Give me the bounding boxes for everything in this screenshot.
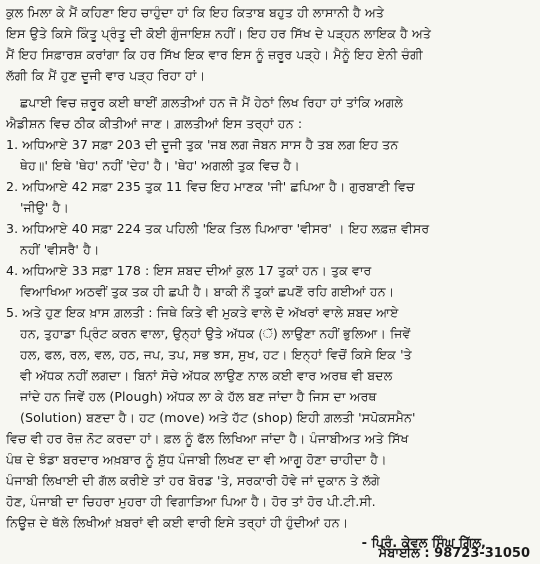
point-3-line: ਨਹੀਂ 'ਵੀਸਰੈ' ਹੈ।	[20, 242, 100, 257]
intro-line: ਲੱਗੀ ਕਿ ਮੈਂ ਹੁਣ ਦੂਜੀ ਵਾਰ ਪੜ੍ਹ ਰਿਹਾ ਹਾਂ।	[6, 68, 206, 83]
point-2-line: 2. ਅਧਿਆਏ 42 ਸਫ਼ਾ 235 ਤੁਕ 11 ਵਿਚ ਇਹ ਮਾਣਕ 'ਜੀ' ਛਪਿਆ ਹੈ। ਗੁਰਬਾਣੀ ਵਿਚ	[6, 179, 415, 194]
point-4-line: 4. ਅਧਿਆਏ 33 ਸਫ਼ਾ 178 : ਇਸ ਸ਼ਬਦ ਦੀਆਂ ਕੁਲ 17 ਤੁਕਾਂ ਹਨ। ਤੁਕ ਵਾਰ	[6, 263, 372, 278]
author-signature: - ਪ੍ਰਿੰ. ਕੇਵਲ ਸਿੰਘ ਗਿੱਲ,	[361, 536, 486, 551]
author-mobile: ਮੋਬਾਈਲ : 98723-31050	[378, 546, 530, 561]
point-5-line: ਵੀ ਅੱਧਕ ਨਹੀਂ ਲਗਦਾ। ਬਿਨਾਂ ਸੋਚੇ ਅੱਧਕ ਲਾਉਣ ਨਾਲ ਕਈ ਵਾਰ ਅਰਥ ਵੀ ਬਦਲ	[20, 368, 393, 383]
intro-line: ਮੈਂ ਇਹ ਸਿਫ਼ਾਰਸ਼ ਕਰਾਂਗਾ ਕਿ ਹਰ ਸਿੱਖ ਇਕ ਵਾਰ ਇਸ ਨੂੰ ਜ਼ਰੂਰ ਪੜ੍ਹੇ। ਮੈਨੂੰ ਇਹ ਏਨੀ ਚੰਗੀ	[6, 47, 423, 62]
body-line: ਹੋਣ, ਪੰਜਾਬੀ ਦਾ ਚਿਹਰਾ ਮੁਹਰਾ ਹੀ ਵਿਗਾੜਿਆ ਪਿਆ ਹੈ। ਹੋਰ ਤਾਂ ਹੋਰ ਪੀ.ਟੀ.ਸੀ.	[6, 494, 376, 509]
intro-line: ਐਡੀਸ਼ਨ ਵਿਚ ਠੀਕ ਕੀਤੀਆਂ ਜਾਣ। ਗ਼ਲਤੀਆਂ ਇਸ ਤਰ੍ਹਾਂ ਹਨ :	[6, 116, 303, 131]
point-5-line: ਜਾਂਦੇ ਹਨ ਜਿਵੇਂ ਹਲ (Plough) ਅੱਧਕ ਲਾ ਕੇ ਹੱਲ ਬਣ ਜਾਂਦਾ ਹੈ ਜਿਸ ਦਾ ਅਰਥ	[20, 389, 377, 404]
point-5-line: (Solution) ਬਣਦਾ ਹੈ। ਹਟ (move) ਅਤੇ ਹੱਟ (shop) ਇਹੀ ਗ਼ਲਤੀ 'ਸਪੋਕਸਮੈਨ'	[20, 410, 416, 425]
body-line: ਵਿਚ ਵੀ ਹਰ ਰੋਜ਼ ਨੋਟ ਕਰਦਾ ਹਾਂ। ਫ਼ਲ ਨੂੰ ਫੱਲ ਲਿਖਿਆ ਜਾਂਦਾ ਹੈ। ਪੰਜਾਬੀਅਤ ਅਤੇ ਸਿੱਖ	[6, 431, 409, 446]
body-line: ਪੰਜਾਬੀ ਲਿਖਾਈ ਦੀ ਗੱਲ ਕਰੀਏ ਤਾਂ ਹਰ ਬੋਰਡ 'ਤੇ, ਸਰਕਾਰੀ ਹੋਵੇ ਜਾਂ ਦੁਕਾਨ ਤੇ ਲੱਗੇ	[6, 473, 380, 488]
point-4-line: ਵਿਆਖਿਆ ਅਠਵੀਂ ਤੁਕ ਤਕ ਹੀ ਛਪੀ ਹੈ। ਬਾਕੀ ਨੌਂ ਤੁਕਾਂ ਛਪਣੋਂ ਰਹਿ ਗਈਆਂ ਹਨ।	[20, 284, 395, 299]
body-line: ਪੰਥ ਦੇ ਝੰਡਾ ਬਰਦਾਰ ਅਖ਼ਬਾਰ ਨੂੰ ਸ਼ੁੱਧ ਪੰਜਾਬੀ ਲਿਖਣ ਦਾ ਵੀ ਆਗੂ ਹੋਣਾ ਚਾਹੀਦਾ ਹੈ।	[6, 452, 387, 467]
point-1-line: ਥੇਹ॥' ਇਥੇ 'ਥੇਹ' ਨਹੀਂ 'ਦੇਹ' ਹੈ। 'ਥੇਹ' ਅਗਲੀ ਤੁਕ ਵਿਚ ਹੈ।	[20, 158, 300, 173]
point-5-line: ਹਨ, ਤੁਹਾਡਾ ਪ੍ਰਿੰਟ ਕਰਨ ਵਾਲਾ, ਉਨ੍ਹਾਂ ਉਤੇ ਅੱਧਕ (ੱ) ਲਾਉਣਾ ਨਹੀਂ ਭੁਲਿਆ। ਜਿਵੇਂ	[20, 326, 411, 341]
point-3-line: 3. ਅਧਿਆਏ 40 ਸਫ਼ਾ 224 ਤਕ ਪਹਿਲੀ 'ਇਕ ਤਿਲ ਪਿਆਰਾ 'ਵੀਸਰ' । ਇਹ ਲਫ਼ਜ਼ ਵੀਸਰ	[6, 221, 430, 236]
intro-line: ਇਸ ਉਤੇ ਕਿਸੇ ਕਿੰਤੂ ਪ੍ਰੰਤੂ ਦੀ ਕੋਈ ਗੁੰਜਾਇਸ਼ ਨਹੀਂ। ਇਹ ਹਰ ਸਿੱਖ ਦੇ ਪੜ੍ਹਨ ਲਾਇਕ ਹੈ ਅਤੇ	[6, 26, 432, 41]
point-5-line: 5. ਅਤੇ ਹੁਣ ਇਕ ਖ਼ਾਸ ਗ਼ਲਤੀ : ਜਿਥੇ ਕਿਤੇ ਵੀ ਮੁਕਤੇ ਵਾਲੇ ਦੋ ਅੱਖਰਾਂ ਵਾਲੇ ਸ਼ਬਦ ਆਏ	[6, 305, 399, 320]
point-1-line: 1. ਅਧਿਆਏ 37 ਸਫ਼ਾ 203 ਦੀ ਦੂਜੀ ਤੁਕ 'ਜਬ ਲਗ ਜੋਬਨ ਸਾਸ ਹੈ ਤਬ ਲਗ ਇਹ ਤਨ	[6, 137, 399, 152]
intro-line: ਕੁਲ ਮਿਲਾ ਕੇ ਮੈਂ ਕਹਿਣਾ ਇਹ ਚਾਹੁੰਦਾ ਹਾਂ ਕਿ ਇਹ ਕਿਤਾਬ ਬਹੁਤ ਹੀ ਲਾਸਾਨੀ ਹੈ ਅਤੇ	[6, 5, 385, 20]
body-line: ਨਿਊਜ਼ ਦੇ ਥੱਲੇ ਲਿਖੀਆਂ ਖ਼ਬਰਾਂ ਵੀ ਕਈ ਵਾਰੀ ਇਸੇ ਤਰ੍ਹਾਂ ਹੀ ਹੁੰਦੀਆਂ ਹਨ।	[6, 515, 349, 530]
intro-line: ਛਪਾਈ ਵਿਚ ਜ਼ਰੂਰ ਕਈ ਥਾਈਂ ਗ਼ਲਤੀਆਂ ਹਨ ਜੋ ਮੈਂ ਹੇਠਾਂ ਲਿਖ ਰਿਹਾ ਹਾਂ ਤਾਂਕਿ ਅਗਲੇ	[20, 95, 403, 110]
point-2-line: 'ਜੀਉ' ਹੈ।	[20, 200, 69, 215]
point-5-line: ਹਲ, ਫਲ, ਰਲ, ਵਲ, ਹਠ, ਜਪ, ਤਪ, ਸਭ ਝਸ, ਸੁਖ, ਹਟ। ਇਨ੍ਹਾਂ ਵਿਚੋਂ ਕਿਸੇ ਇਕ 'ਤੇ	[20, 347, 412, 362]
